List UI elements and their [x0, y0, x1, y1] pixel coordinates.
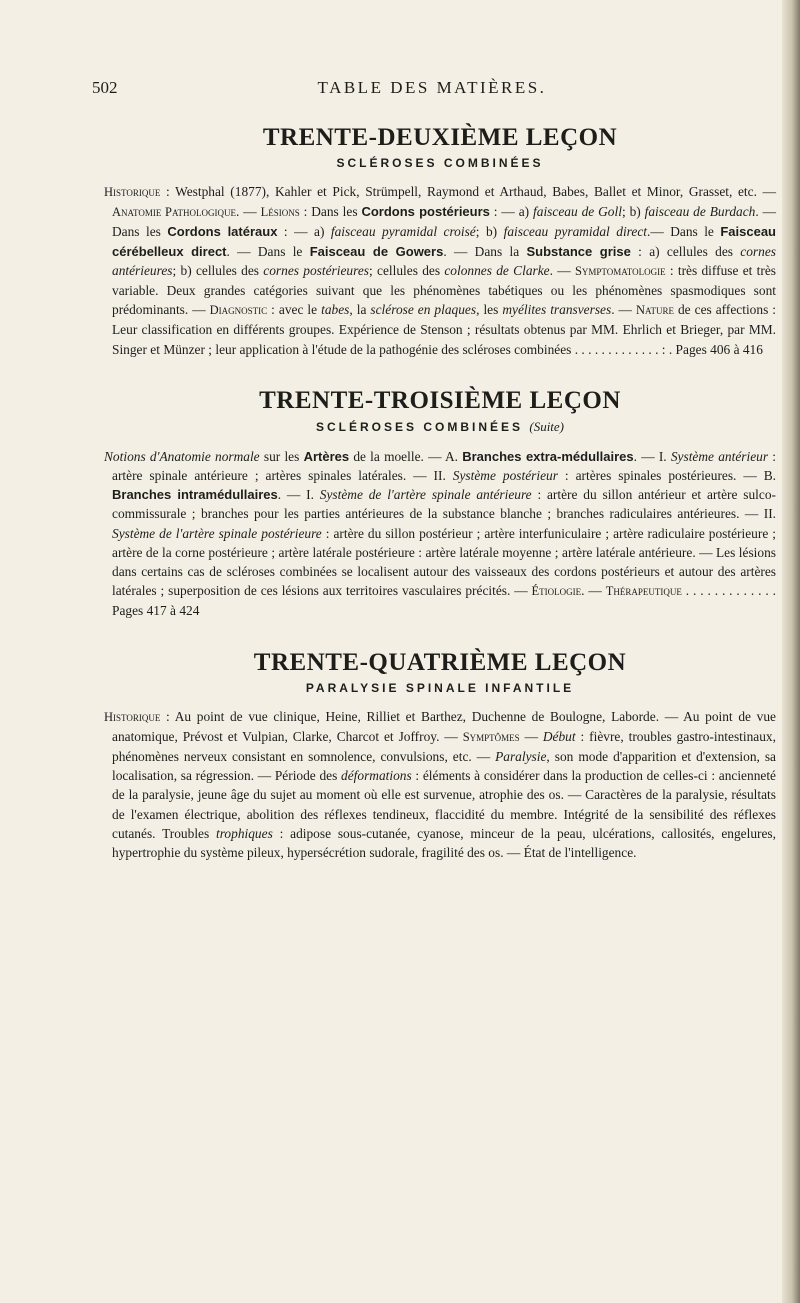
lesson-title: TRENTE-DEUXIÈME LEÇON	[262, 124, 618, 151]
italic-term: Système postérieur	[452, 468, 558, 484]
italic-term: Système de l'artère spinale postérieure	[112, 525, 322, 541]
italic-term: cornes antérieures	[112, 243, 776, 278]
rubric-text: Thérapeutique	[605, 584, 682, 599]
page-range: Pages 406 à 416	[675, 341, 763, 357]
body-text: . —	[581, 583, 606, 599]
rubric-text: Symptômes	[462, 729, 520, 744]
table-of-contents	[104, 124, 776, 862]
italic-term: faisceau de Goll	[533, 204, 622, 220]
body-text: . — Dans la	[443, 243, 527, 259]
bold-term: Substance grise	[526, 243, 631, 259]
bold-term: Artères	[303, 448, 350, 464]
italic-term: Notions d'Anatomie normale	[104, 448, 260, 464]
body-text: . . . . . . . . . . . . .	[681, 583, 776, 599]
italic-term: Système de l'artère spinale antérieure	[319, 487, 532, 503]
lesson-33	[104, 387, 776, 621]
italic-term: tabes	[321, 302, 350, 318]
italic-term: colonnes de Clarke	[444, 262, 550, 278]
body-text: , son mode d'apparition et d'extension, sa localisation, sa régression. — Période des	[112, 749, 777, 784]
body-text: ; b)	[475, 224, 504, 240]
lesson-summary	[104, 447, 776, 621]
body-text: . — Dans le	[226, 243, 310, 259]
lesson-title: TRENTE-TROISIÈME LEÇON	[259, 386, 621, 414]
body-text: . — Dans les	[112, 204, 776, 240]
rubric-text: Symptomatologie	[574, 263, 666, 278]
lesson-32	[104, 124, 776, 359]
body-text: : — a)	[277, 224, 331, 240]
body-text: ; cellules des	[369, 262, 445, 278]
body-text: : Dans les	[299, 204, 362, 220]
rubric-text: Lésions	[260, 205, 300, 220]
rubric-text: Diagnostic	[209, 303, 268, 318]
lesson-subtitle	[104, 419, 776, 435]
lesson-subtitle-suffix: (Suite)	[529, 418, 565, 434]
body-text: : artère du sillon postérieur ; artère interfuniculaire ; artère radiculaire postérieure ; artère de la corne postérieure ; artère latérale postérieure : artère latérale moyenne ; artère latérale antérieure. — Les lésions dans certains cas de scléroses combinées se localisent autour des vaisseaux des cordons postérieurs et autour des artères latérales ; superposition de ces lésions aux territoires vasculaires précités. —	[112, 525, 776, 599]
body-text: , la	[349, 302, 371, 318]
body-text: : adipose sous-cutanée, cyanose, minceur de la peau, ulcérations, callosités, engelures, hypertrophie du système pileux, hypersécrétion sudorale, fragilité des os. — État de l'intelligence.	[112, 825, 776, 861]
body-text: : très diffuse et très variable. Deux grandes catégories suivant que les phénomènes tabétiques ou les phénomènes spasmodiques sont prédominants. —	[112, 262, 777, 318]
italic-term: faisceau pyramidal direct	[503, 224, 647, 240]
lesson-34	[104, 649, 776, 863]
lesson-summary	[104, 182, 776, 359]
body-text: —	[519, 728, 543, 744]
rubric-text: Historique	[104, 709, 161, 724]
rubric-text: Étiologie	[531, 584, 582, 599]
body-text: de la moelle. — A.	[349, 448, 463, 464]
bold-term: Faisceau cérébelleux direct	[112, 224, 777, 259]
italic-term: myélites transverses	[502, 302, 612, 318]
italic-term: trophiques	[216, 825, 273, 841]
body-text: . —	[236, 204, 261, 220]
rubric-text: Nature	[635, 303, 674, 318]
body-text: : avec le	[267, 302, 322, 318]
page-number: 502	[92, 78, 118, 97]
italic-term: Début	[542, 728, 576, 744]
italic-term: sclérose en plaques	[370, 302, 477, 318]
body-text: de ces affections : Leur classification en différents groupes. Expérience de Stenson ; résultats obtenus par MM. Ehrlich et Brieger, par MM. Singer et Münzer ; leur application à l'étude de la pathogénie des scléroses combinées . . . . . . . . . . . . . : .	[112, 302, 777, 357]
italic-term: faisceau pyramidal croisé	[330, 224, 476, 240]
body-text: . —	[549, 262, 575, 278]
body-text: . — I.	[633, 448, 671, 464]
body-text: : fièvre, troubles gastro-intestinaux, phénomènes nerveux consistant en somnolence, convulsions, etc. —	[112, 728, 776, 765]
body-text: , les	[476, 302, 503, 318]
body-text: sur les	[259, 448, 304, 464]
body-text: : a) cellules des	[630, 243, 741, 259]
running-head: TABLE DES MATIÈRES.	[317, 78, 547, 97]
bold-term: Branches extra-médullaires	[462, 448, 634, 464]
lesson-subtitle-text: PARALYSIE SPINALE INFANTILE	[305, 680, 575, 695]
body-text: : Westphal (1877), Kahler et Pick, Strümpell, Raymond et Arthaud, Babes, Ballet et Minor, Grasset, etc. —	[160, 184, 776, 199]
body-text: : artères spinales postérieures. — B.	[557, 468, 777, 484]
italic-term: Paralysie	[495, 749, 547, 765]
italic-term: déformations	[341, 768, 412, 784]
body-text: : éléments à considérer dans la production de celles-ci : ancienneté de la paralysie, jeune âge du sujet au moment où elle est survenue, atrophie des os. — Caractères de la paralysie, résultats de l'examen électrique, abolition des réflexes tendineux, flaccidité du membre. Intégrité de la sensibilité des réflexes cutanés. Troubles	[112, 768, 777, 841]
lesson-title: TRENTE-QUATRIÈME LEÇON	[253, 648, 627, 676]
page-range: Pages 417 à 424	[112, 603, 200, 619]
body-text: .— Dans le	[646, 224, 721, 240]
body-text: : Au point de vue clinique, Heine, Rilliet et Barthez, Duchenne de Boulogne, Laborde. — Au point de vue anatomique, Prévost et Vulpian, Clarke, Charcot et Joffroy. —	[112, 708, 776, 744]
lesson-subtitle	[104, 681, 776, 695]
bold-term: Faisceau de Gowers	[309, 243, 444, 259]
body-text: : artère spinale antérieure ; artères spinales latérales. — II.	[112, 448, 777, 484]
rubric-text: Anatomie Pathologique	[112, 205, 236, 220]
bold-term: Cordons postérieurs	[361, 204, 490, 220]
body-text: : artère du sillon antérieur et artère sulco-commissurale ; branches pour les parties antérieures de la substance blanche ; branches radiculaires antérieures. — II.	[112, 487, 776, 522]
italic-term: faisceau de Burdach	[644, 204, 756, 220]
italic-term: Système antérieur	[670, 448, 769, 464]
italic-term: cornes postérieures	[263, 262, 369, 278]
lesson-subtitle-text: SCLÉROSES COMBINÉES	[315, 419, 524, 434]
body-text: . —	[611, 302, 636, 318]
page-header	[92, 78, 772, 102]
body-text: ; b) cellules des	[172, 262, 264, 278]
lesson-subtitle	[104, 156, 776, 170]
page-edge-shadow	[782, 0, 800, 1303]
rubric-text: Historique	[104, 185, 161, 199]
body-text: : — a)	[489, 204, 534, 220]
body-text: ; b)	[621, 204, 645, 220]
body-text: . — I.	[277, 487, 320, 503]
lesson-summary	[104, 707, 776, 863]
bold-term: Cordons latéraux	[167, 224, 278, 240]
lesson-subtitle-text: SCLÉROSES COMBINÉES	[336, 156, 544, 170]
bold-term: Branches intramédullaires	[112, 487, 278, 503]
